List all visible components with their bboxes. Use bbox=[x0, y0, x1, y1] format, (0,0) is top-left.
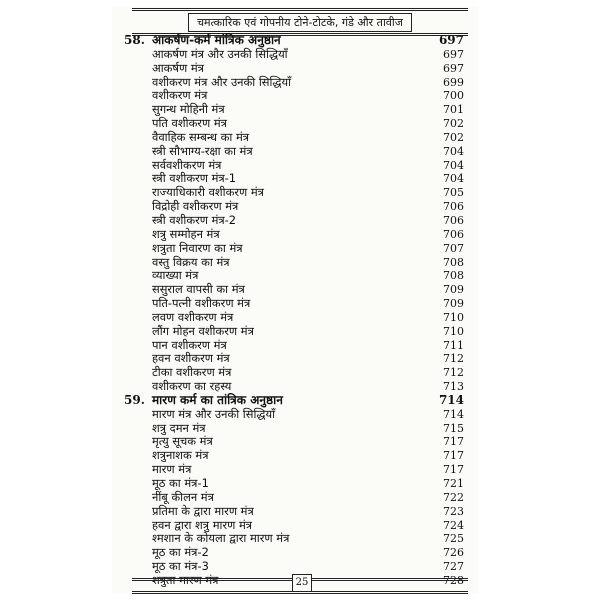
toc-chapter-row bbox=[124, 394, 464, 408]
toc-row bbox=[124, 62, 464, 76]
toc-entry-page: 706 bbox=[443, 200, 464, 214]
toc-row bbox=[124, 297, 464, 311]
toc-entry-title: लौंग मोहन वशीकरण मंत्र bbox=[152, 323, 254, 338]
toc-entry-title: आकर्षण-कर्म मांत्रिक अनुष्ठान bbox=[152, 33, 281, 47]
toc-entry-page: 704 bbox=[443, 144, 464, 158]
toc-entry-page: 712 bbox=[443, 366, 464, 380]
toc-entry-title: वस्तु विक्रय का मंत्र bbox=[152, 254, 230, 269]
toc-entry-page: 706 bbox=[443, 213, 464, 227]
toc-entry-title: पति वशीकरण मंत्र bbox=[152, 116, 227, 131]
toc-row bbox=[124, 103, 464, 117]
toc-row bbox=[124, 505, 464, 519]
table-of-contents bbox=[124, 34, 464, 588]
toc-entry-page: 699 bbox=[443, 75, 464, 89]
toc-entry-page: 717 bbox=[443, 463, 464, 477]
toc-entry-page: 697 bbox=[443, 61, 464, 75]
toc-entry-page: 728 bbox=[443, 573, 464, 587]
toc-entry-title: पति-पत्नी वशीकरण मंत्र bbox=[152, 296, 251, 311]
toc-entry-page: 700 bbox=[443, 89, 464, 103]
toc-row bbox=[124, 186, 464, 200]
toc-row bbox=[124, 269, 464, 283]
toc-entry-page: 706 bbox=[443, 227, 464, 241]
toc-row bbox=[124, 422, 464, 436]
toc-row bbox=[124, 214, 464, 228]
toc-entry-title: श्मशान के कोयला द्वारा मारण मंत्र bbox=[152, 531, 290, 546]
toc-entry-page: 702 bbox=[443, 117, 464, 131]
toc-entry-page: 726 bbox=[443, 546, 464, 560]
toc-row bbox=[124, 172, 464, 186]
running-title: चमत्कारिक एवं गोपनीय टोने-टोटके, गंडे और तावीज bbox=[188, 13, 412, 32]
toc-entry-title: मारण कर्म का तांत्रिक अनुष्ठान bbox=[152, 392, 283, 407]
toc-entry-page: 723 bbox=[443, 504, 464, 518]
toc-entry-page: 724 bbox=[443, 518, 464, 532]
toc-entry-page: 707 bbox=[443, 241, 464, 255]
toc-entry-title: सर्ववशीकरण मंत्र bbox=[152, 157, 222, 172]
toc-row bbox=[124, 256, 464, 270]
toc-entry-title: ससुराल वापसी का मंत्र bbox=[152, 282, 245, 297]
toc-entry-title: हवन वशीकरण मंत्र bbox=[152, 351, 230, 366]
toc-row bbox=[124, 408, 464, 422]
toc-entry-page: 710 bbox=[443, 324, 464, 338]
chapter-number: 59. bbox=[124, 392, 145, 407]
toc-row bbox=[124, 159, 464, 173]
toc-entry-page: 721 bbox=[443, 477, 464, 490]
toc-row bbox=[124, 228, 464, 242]
toc-entry-title: मारण मंत्र bbox=[152, 462, 192, 477]
toc-entry-page: 722 bbox=[443, 490, 464, 504]
toc-entry-page: 708 bbox=[443, 269, 464, 283]
toc-row bbox=[124, 76, 464, 90]
toc-entry-title: राज्याधिकारी वशीकरण मंत्र bbox=[152, 185, 264, 200]
toc-entry-page: 710 bbox=[443, 310, 464, 324]
toc-entry-title: मृत्यु सूचक मंत्र bbox=[152, 434, 213, 449]
toc-entry-title: वशीकरण मंत्र और उनकी सिद्धियाँ bbox=[152, 74, 292, 89]
toc-entry-page: 727 bbox=[443, 560, 464, 574]
toc-chapter-row bbox=[124, 34, 464, 48]
toc-row bbox=[124, 532, 464, 546]
toc-entry-page: 725 bbox=[443, 532, 464, 546]
toc-row bbox=[124, 366, 464, 380]
toc-row bbox=[124, 200, 464, 214]
toc-row bbox=[124, 477, 464, 491]
toc-entry-title: स्त्री वशीकरण मंत्र-1 bbox=[152, 171, 237, 186]
toc-entry-page: 702 bbox=[443, 130, 464, 144]
toc-entry-title: वशीकरण मंत्र bbox=[152, 88, 208, 103]
toc-row bbox=[124, 131, 464, 145]
toc-entry-title: स्त्री वशीकरण मंत्र-2 bbox=[152, 212, 237, 227]
toc-row bbox=[124, 449, 464, 463]
toc-entry-page: 708 bbox=[443, 255, 464, 269]
toc-entry-page: 711 bbox=[443, 338, 464, 352]
toc-row bbox=[124, 380, 464, 394]
toc-entry-title: मूठ का मंत्र-1 bbox=[152, 476, 209, 490]
toc-entry-page: 714 bbox=[443, 407, 464, 421]
toc-row bbox=[124, 435, 464, 449]
toc-row bbox=[124, 145, 464, 159]
toc-entry-title: मूठ का मंत्र-2 bbox=[152, 545, 209, 560]
page-header bbox=[132, 8, 468, 36]
toc-row bbox=[124, 242, 464, 256]
toc-entry-page: 709 bbox=[443, 283, 464, 297]
toc-row bbox=[124, 463, 464, 477]
toc-row bbox=[124, 491, 464, 505]
toc-entry-page: 713 bbox=[443, 380, 464, 394]
toc-row bbox=[124, 117, 464, 131]
toc-entry-title: टीका वशीकरण मंत्र bbox=[152, 365, 232, 380]
toc-entry-title: पान वशीकरण मंत्र bbox=[152, 337, 227, 352]
toc-entry-page: 715 bbox=[443, 421, 464, 435]
chapter-number: 58. bbox=[124, 33, 145, 47]
toc-row bbox=[124, 325, 464, 339]
toc-entry-title: शत्रुता निवारण का मंत्र bbox=[152, 240, 243, 255]
toc-row bbox=[124, 352, 464, 366]
toc-entry-title: सुगन्ध मोहिनी मंत्र bbox=[152, 102, 225, 117]
toc-row bbox=[124, 48, 464, 62]
toc-entry-title: लवण वशीकरण मंत्र bbox=[152, 309, 234, 324]
toc-entry-title: विद्रोही वशीकरण मंत्र bbox=[152, 199, 239, 214]
toc-entry-page: 704 bbox=[443, 172, 464, 186]
toc-entry-page: 714 bbox=[438, 392, 464, 407]
toc-entry-title: शत्रुनाशक मंत्र bbox=[152, 448, 209, 463]
toc-row bbox=[124, 311, 464, 325]
toc-entry-title: स्त्री सौभाग्य-रक्षा का मंत्र bbox=[152, 143, 253, 158]
toc-row bbox=[124, 283, 464, 297]
toc-entry-title: नींबू कीलन मंत्र bbox=[152, 489, 214, 504]
toc-row bbox=[124, 560, 464, 574]
toc-entry-title: शत्रु दमन मंत्र bbox=[152, 420, 206, 435]
toc-entry-page: 697 bbox=[438, 33, 464, 47]
toc-entry-title: वैवाहिक सम्बन्ध का मंत्र bbox=[152, 129, 250, 144]
toc-entry-page: 717 bbox=[443, 449, 464, 463]
toc-entry-page: 701 bbox=[443, 103, 464, 117]
toc-row bbox=[124, 519, 464, 533]
toc-entry-title: शत्रुता मारण मंत्र bbox=[152, 572, 219, 587]
toc-entry-title: मारण मंत्र और उनकी सिद्धियाँ bbox=[152, 406, 276, 421]
toc-entry-title: शत्रु सम्मोहन मंत्र bbox=[152, 226, 220, 241]
toc-entry-title: व्याख्या मंत्र bbox=[152, 268, 199, 283]
toc-entry-title: मूठ का मंत्र-3 bbox=[152, 559, 209, 574]
toc-row bbox=[124, 89, 464, 103]
toc-entry-page: 712 bbox=[443, 352, 464, 366]
toc-row bbox=[124, 546, 464, 560]
toc-entry-title: हवन द्वारा शत्रु मारण मंत्र bbox=[152, 517, 253, 532]
toc-entry-page: 709 bbox=[443, 297, 464, 311]
toc-entry-page: 704 bbox=[443, 158, 464, 172]
toc-row bbox=[124, 339, 464, 353]
toc-entry-title: आकर्षण मंत्र और उनकी सिद्धियाँ bbox=[152, 46, 288, 61]
toc-entry-title: वशीकरण का रहस्य bbox=[152, 379, 232, 394]
toc-entry-page: 705 bbox=[443, 186, 464, 200]
page-number: 25 bbox=[292, 574, 312, 592]
toc-entry-title: प्रतिमा के द्वारा मारण मंत्र bbox=[152, 503, 254, 518]
toc-entry-title: आकर्षण मंत्र bbox=[152, 60, 204, 75]
toc-entry-page: 717 bbox=[443, 435, 464, 449]
toc-entry-page: 697 bbox=[443, 47, 464, 61]
